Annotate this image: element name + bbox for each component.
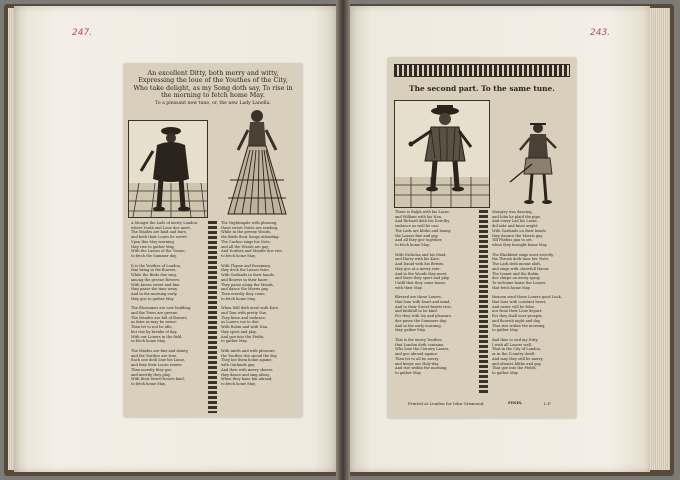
verse-column-left: A Mongst the Lads of merry London, where Youth and Loue doe meet, The Maides are kind and faire, and both their Loues be sweet: Vpon this May morning, they rise to gather May, With the Lasses of the Towne, to fetch the Summer day. It is the Youthes of London, that bring in the flowers, While the Birds doe sing, among the greene Bowers: With kisses sweet and fine, they passe the time away, And in the morning early, they goe to gather May. The Blossomes are now budding, and the Trees are greene, The Meades are full of flowers, as faire as may be seene: Then let vs not be idle, but rise by breake of day, With our Louers in the field, to fetch home May. The Maides are fine and dainty, and the Youthes are true, Each one doth loue his Lasse, and they their Loues renew: Then merrily they goe, and merrily they play, With their Sweet-hearts kind, to fetch home May. (131, 221, 199, 386)
book-gutter (336, 0, 350, 480)
woodcut-gentleman (128, 120, 208, 218)
ballad-title: An excellent Ditty, both merry and witty, Expressing the loue of the Youthes of the City, Who take delight, as my Song doth say, To rise in the morning to fetch home May. (133, 69, 293, 100)
verse-column-right: Margery was dancing, and Iohn he plaid the pipe, And euery Lad his Lasse, did take and kisse aright: With Garlands on their heads, they daunce the Morris gay, Till Phebus gan to set, when they brought home May. The Blackbird sings most sweetly, the Thrush doth tune her Note, The Lark doth mount aloft, and sings with cheerfull throat: The Linnet and the Robin, doe chirpe on euery spray, To welcome home the Louers, that fetch home May. Heauen send those Louers good Luck, that loue with constant heart, And neuer will be false, nor from their Loue depart: For they shall euer prosper, and flourish night and day, That rise within the morning, to gather May. And thus to end my Ditty, I wish all Louers well, That in the City of London, or in the Country dwell: And may they still be merry, and alwaies blithe and gay, That goe into the Fields, to gather May. (492, 210, 562, 375)
ornament-band (394, 64, 570, 77)
right-folio: 243. (590, 28, 611, 38)
tune-line: To a pleasant new tune, or, the new Lady Lanella. (155, 101, 271, 106)
initials-label: L.P. (544, 401, 552, 406)
second-part-title: The second part. To the same tune. (409, 84, 555, 93)
left-folio: 247. (72, 28, 93, 38)
ornament-divider (479, 210, 488, 394)
verse-column-right: The Nightingale with pleasing, those sweet Notes are sending, While in the greene Woods, the Birds their Songs attending: The Cuckoo sings his Note, and all the Woods are gay, And Youthes and Maides doe rise, to fetch home May. With Thyme and Rosemary, they deck the Lasses faire, With Garlands in their hands, and flowers in their haire: They passe along the Meads, and dance the Morris gay, Then merrily they come, to fetch home May. When Will doth meet with Kate, and Tom with pretty Sue, They kisse and embrace, as Louers vse to doe: With Robin and with Nan, they sport and play, And goe into the Fields, to gather May. With mirth and with pleasure, the Youthes doe spend the day, They hie them home againe, with Garlands gay: And then with merry cheere, they dance and sing alway, When they haue bin abroad, to fetch home May. (221, 221, 283, 386)
left-broadside (124, 64, 302, 417)
woodcut-man-with-hat (394, 100, 490, 208)
ornament-divider (208, 221, 217, 413)
woodcut-lady (220, 106, 294, 218)
verse-column-left: There is Ralph with his Lasse, and William with his Nan, And Richard doth his Dorothy embrace as well he can: The Lads are blithe and bonny, the Lasses fine and gay, And all they goe together, to fetch home May. With Nicholas and his Maid, and Harry with his Kate, And Dauid with his Bettris, they goe at a merry rate: And in the Woods they meet, and there they sport and play, Untill that they come home, with their May. Blessed are those Louers, that loue with heart and mind, And to their Sweet-hearts true, and faithfull to be kind: For they with Ioy and pleasure, doe passe the Summers day, And in the early morning, they gather May. This is the merry Youthes, that London doth containe, Who loue the Country Lasses, and goe abroad againe: Then let vs all be merry, and keepe our Holy-day, And rise within the morning, to gather May. (395, 210, 453, 375)
finis-label: FINIS. (508, 400, 523, 405)
imprint-line: Printed at London for Iohn Grismond. (408, 401, 485, 406)
woodcut-man-with-sword (506, 120, 566, 206)
right-broadside (388, 58, 576, 418)
